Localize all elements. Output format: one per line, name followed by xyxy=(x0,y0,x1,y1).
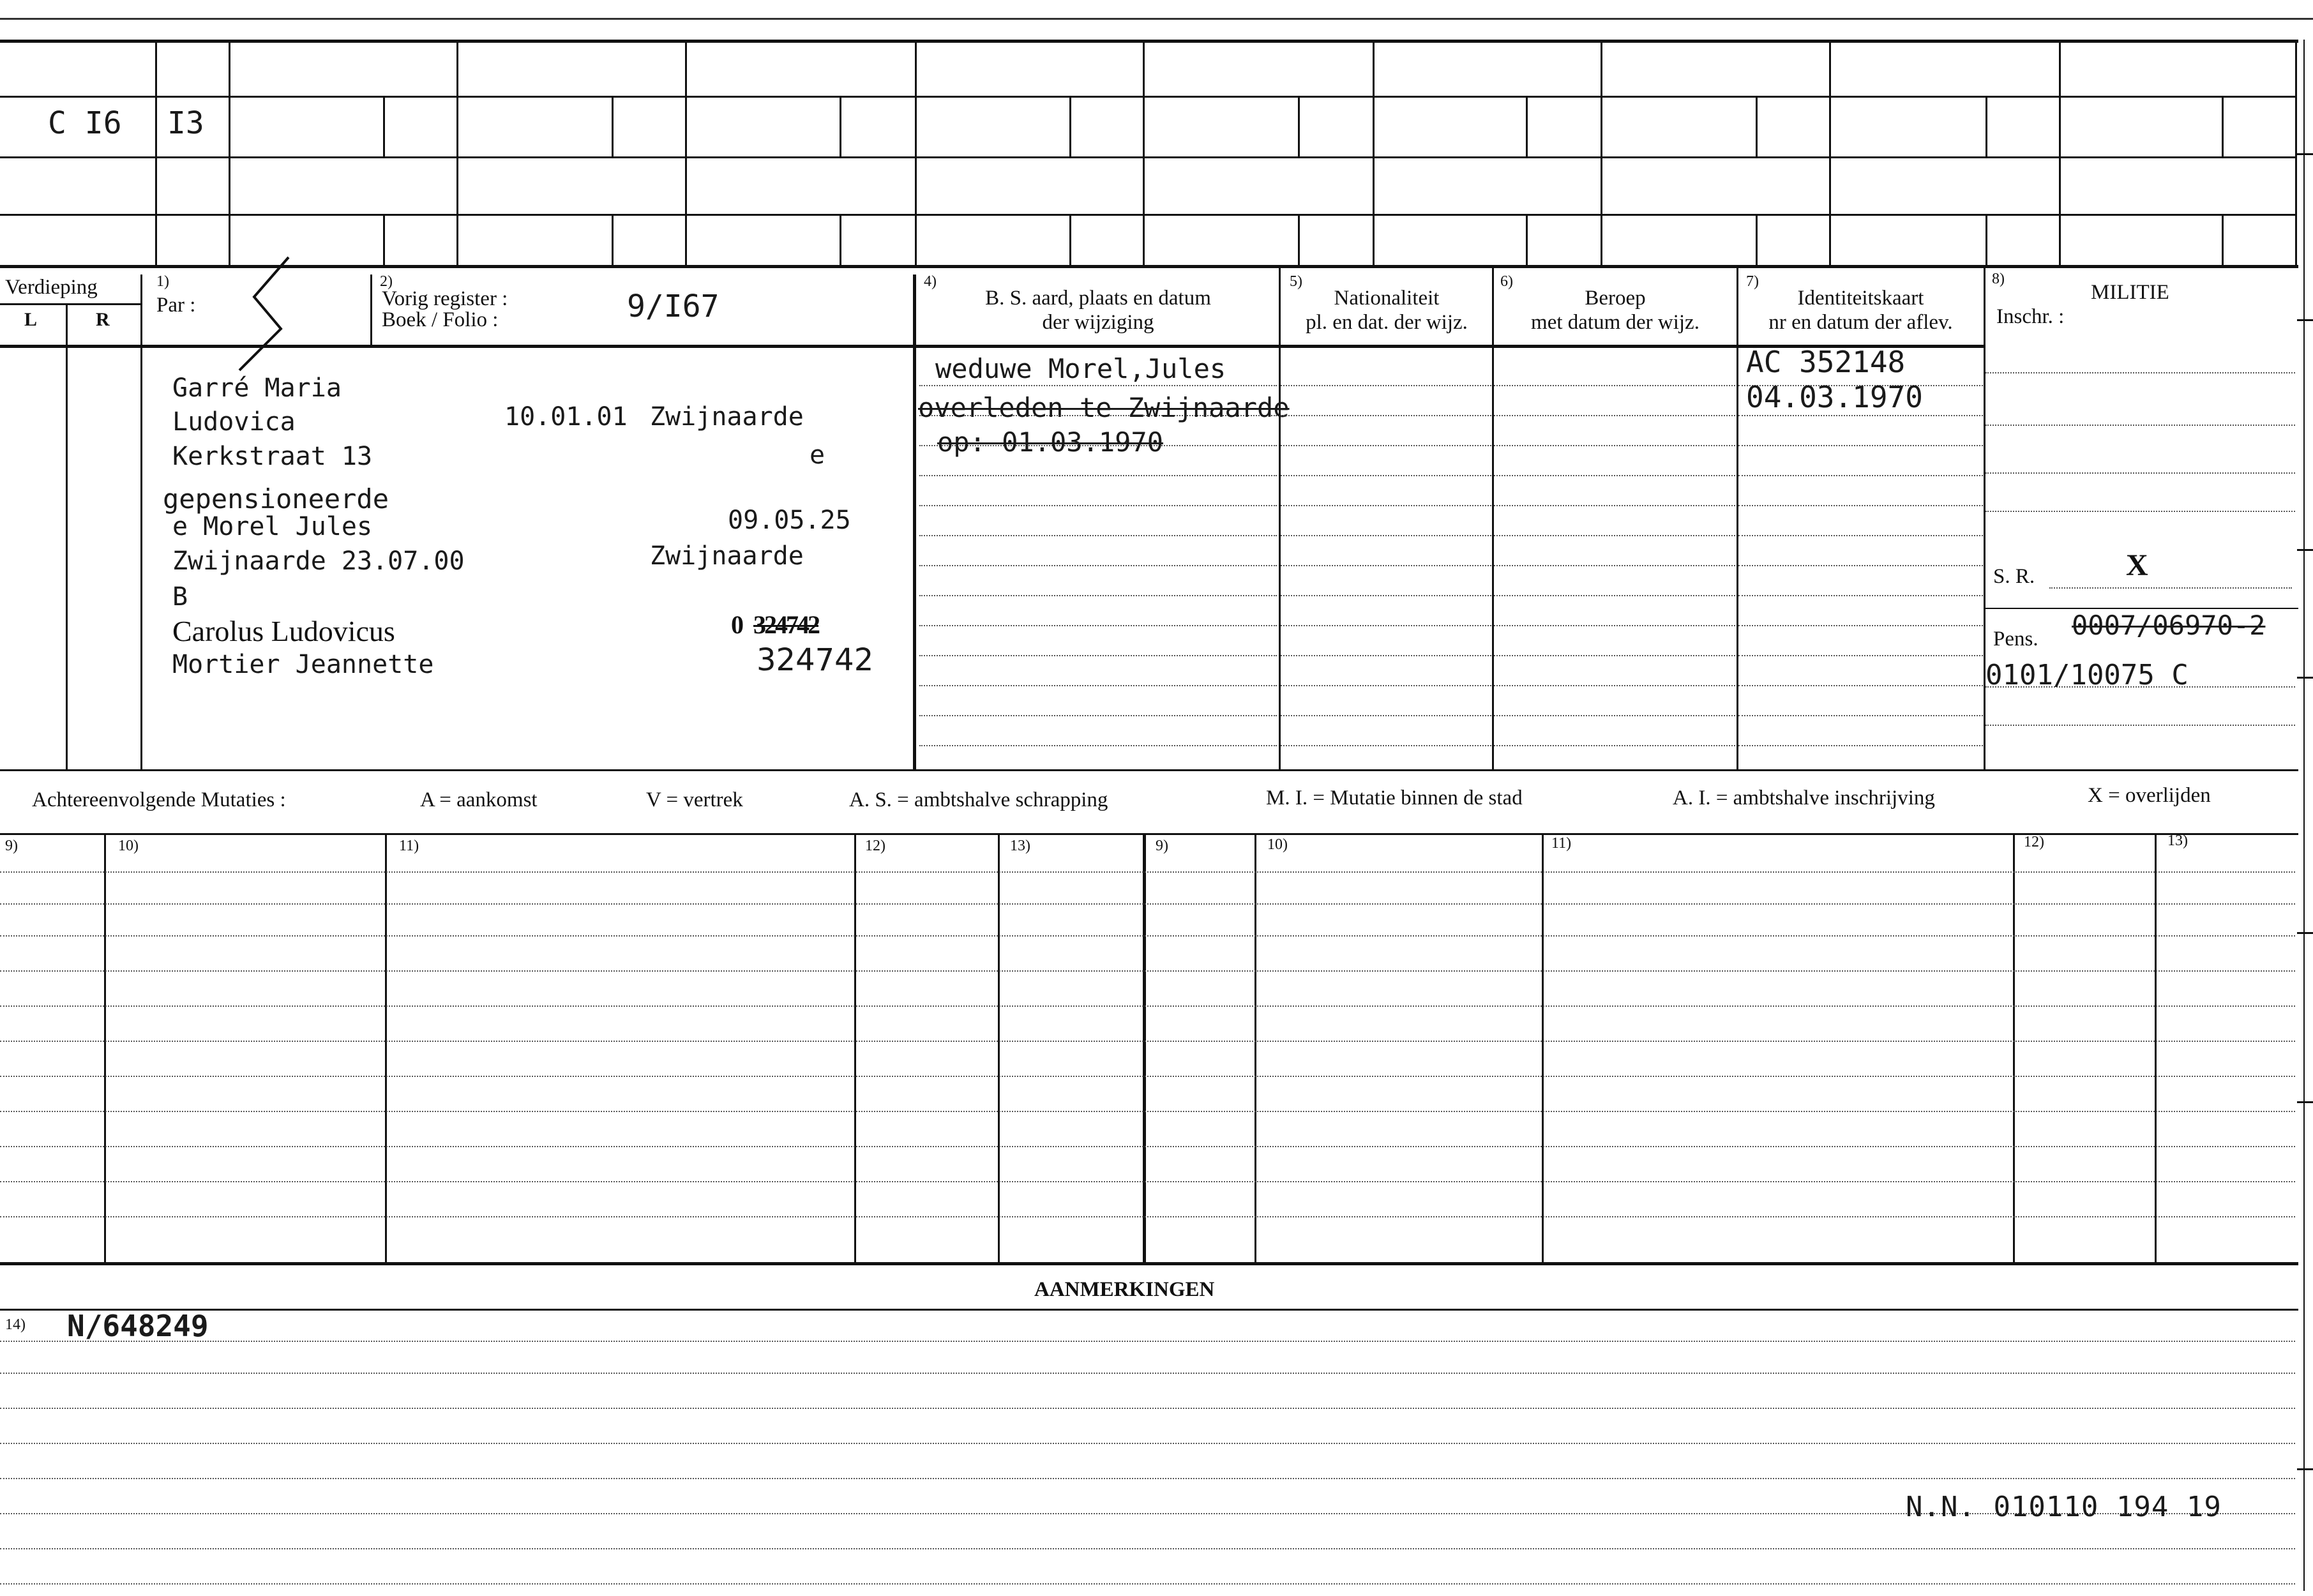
bs-entry-line3: op: 01.03.1970 xyxy=(937,426,1164,458)
pens-label: Pens. xyxy=(1993,628,2038,651)
pens-new: 0101/10075 C xyxy=(1985,659,2189,691)
beroep-header: Beroep met datum der wijz. xyxy=(1531,287,1699,334)
e-mark: e xyxy=(810,440,825,470)
mut-col-10b: 10) xyxy=(1267,836,1288,853)
par-label: Par : xyxy=(156,294,196,317)
marriage-place: Zwijnaarde xyxy=(650,541,804,571)
beroep-num: 6) xyxy=(1500,273,1513,290)
sr-label: S. R. xyxy=(1993,565,2035,588)
id-card-number: AC 352148 xyxy=(1746,345,1906,379)
vorig-register-value: 9/I67 xyxy=(627,289,720,324)
birth-date: 10.01.01 xyxy=(504,402,628,432)
register-num-final: 324742 xyxy=(757,642,874,678)
person-name-2: Ludovica xyxy=(172,407,296,437)
par-mark xyxy=(236,252,306,380)
mut-col-13a: 13) xyxy=(1010,838,1030,854)
boek-folio-label: Boek / Folio : xyxy=(382,308,499,331)
occupation: gepensioneerde xyxy=(163,483,389,515)
mut-col-10a: 10) xyxy=(118,838,139,854)
b-mark: B xyxy=(172,582,188,612)
marriage-date: 09.05.25 xyxy=(728,506,851,535)
bs-entry-line2: overleden te Zwijnaarde xyxy=(918,392,1290,423)
vorig-register-label: Vorig register : xyxy=(382,287,508,310)
bs-num: 4) xyxy=(924,273,937,290)
address: Kerkstraat 13 xyxy=(172,442,373,471)
remarks-header-line xyxy=(0,1309,2298,1311)
register-num-struck: 324742 xyxy=(753,610,818,639)
par-num: 1) xyxy=(156,273,169,290)
mut-col-12a: 12) xyxy=(865,838,885,854)
mut-col-9b: 9) xyxy=(1156,838,1168,854)
top-code-right: I3 xyxy=(167,105,204,141)
mut-col-11a: 11) xyxy=(399,838,419,854)
col-r-label: R xyxy=(96,309,110,330)
spouse-birth: Zwijnaarde 23.07.00 xyxy=(172,546,465,576)
nat-header: Nationaliteit pl. en dat. der wijz. xyxy=(1306,287,1468,334)
register-num-prefix: 0 xyxy=(731,610,744,639)
mother-name: Mortier Jeannette xyxy=(172,650,434,679)
father-name: Carolus Ludovicus xyxy=(172,615,395,647)
id-card-date: 04.03.1970 xyxy=(1746,380,1923,414)
id-num: 7) xyxy=(1746,273,1759,290)
militie-label: MILITIE xyxy=(2091,281,2169,304)
top-code-left: C I6 xyxy=(48,105,122,141)
scan-top-edge xyxy=(0,18,2313,20)
mut-col-13b: 13) xyxy=(2167,832,2188,849)
main-bottom-border xyxy=(0,769,2298,771)
verdieping-label: Verdieping xyxy=(5,276,98,299)
remarks-num: 14) xyxy=(5,1316,26,1333)
birth-place: Zwijnaarde xyxy=(650,402,804,432)
vorig-num: 2) xyxy=(380,273,393,290)
mut-col-12b: 12) xyxy=(2024,834,2044,850)
inschr-label: Inschr. : xyxy=(1996,305,2065,328)
national-number: N.N. 010110 194 19 xyxy=(1906,1491,2222,1523)
person-name-1: Garré Maria xyxy=(172,373,342,403)
top-grid-border xyxy=(0,40,2298,43)
col-l-label: L xyxy=(24,309,38,330)
spouse: e Morel Jules xyxy=(172,512,373,541)
nat-num: 5) xyxy=(1290,273,1302,290)
pens-struck: 0007/06970-2 xyxy=(2072,610,2266,641)
militie-num: 8) xyxy=(1992,271,2005,287)
remarks-value: N/648249 xyxy=(67,1309,209,1343)
bs-header: B. S. aard, plaats en datum der wijziging xyxy=(985,287,1211,334)
remarks-title: AANMERKINGEN xyxy=(1034,1278,1215,1301)
bs-entry-line1: weduwe Morel,Jules xyxy=(935,353,1226,384)
mut-col-9a: 9) xyxy=(5,838,18,854)
sr-value: X xyxy=(2126,548,2148,582)
mut-col-11b: 11) xyxy=(1551,835,1572,852)
id-header: Identiteitskaart nr en datum der aflev. xyxy=(1768,287,1953,334)
